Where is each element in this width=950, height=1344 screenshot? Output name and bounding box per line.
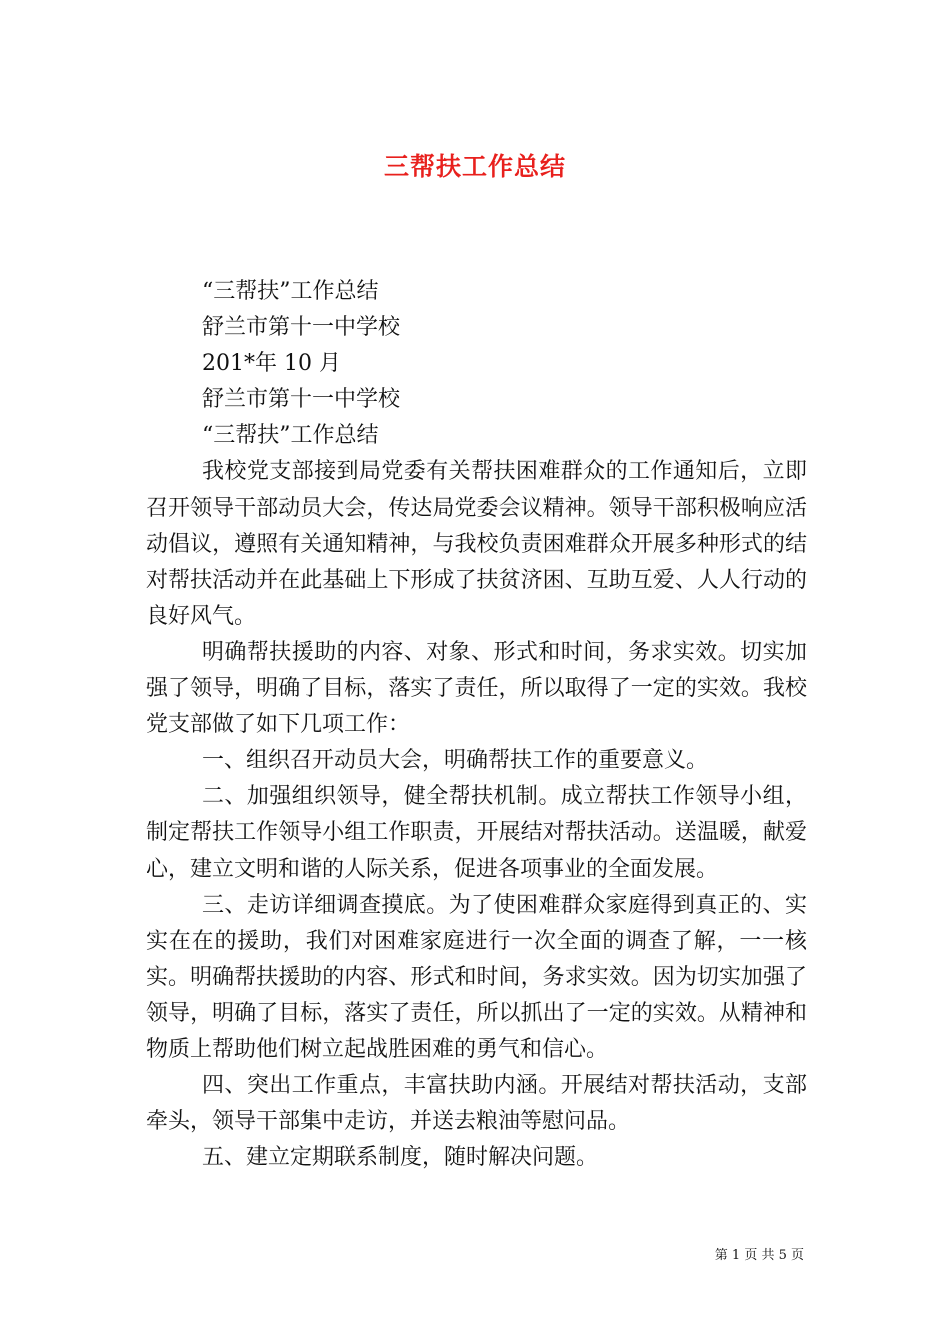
header-line-school: 舒兰市第十一中学校 <box>202 315 401 341</box>
header-line-date: 201*年 10 月 <box>202 351 341 377</box>
paragraph-intro: 我校党支部接到局党委有关帮扶困难群众的工作通知后，立即召开领导干部动员大会，传达局党委会议精神。领导干部积极响应活动倡议，遵照有关通知精神，与我校负责困难群众开展多种形式的结对帮扶活动并在此基础上下形成了扶贫济困、互助互爱、人人行动的良好风气。 <box>146 459 807 629</box>
paragraph-item-5: 五、建立定期联系制度，随时解决问题。 <box>202 1145 599 1171</box>
paragraph-goals: 明确帮扶援助的内容、对象、形式和时间，务求实效。切实加强了领导，明确了目标，落实了责任，所以取得了一定的实效。我校党支部做了如下几项工作： <box>146 639 807 738</box>
paragraph-item-1: 一、组织召开动员大会，明确帮扶工作的重要意义。 <box>202 748 709 774</box>
document-body <box>146 274 807 1176</box>
page-number-footer: 第 1 页 共 5 页 <box>714 1248 804 1263</box>
header-line-doc-title-repeat: “三帮扶”工作总结 <box>202 423 379 449</box>
paragraph-item-3: 三、走访详细调查摸底。为了使困难群众家庭得到真正的、实实在在的援助，我们对困难家庭进行一次全面的调查了解，一一核实。明确帮扶援助的内容、形式和时间，务求实效。因为切实加强了领导，明确了目标，落实了责任，所以抓出了一定的实效。从精神和物质上帮助他们树立起战胜困难的勇气和信心。 <box>146 892 807 1062</box>
header-line-school-repeat: 舒兰市第十一中学校 <box>202 387 401 413</box>
paragraph-item-2: 二、加强组织领导，健全帮扶机制。成立帮扶工作领导小组，制定帮扶工作领导小组工作职责，开展结对帮扶活动。送温暖，献爱心，建立文明和谐的人际关系，促进各项事业的全面发展。 <box>146 784 807 882</box>
paragraph-item-4: 四、突出工作重点，丰富扶助内涵。开展结对帮扶活动，支部牵头，领导干部集中走访，并送去粮油等慰问品。 <box>146 1073 807 1135</box>
header-line-doc-title: “三帮扶”工作总结 <box>202 279 379 304</box>
page-title: 三帮扶工作总结 <box>383 151 566 181</box>
